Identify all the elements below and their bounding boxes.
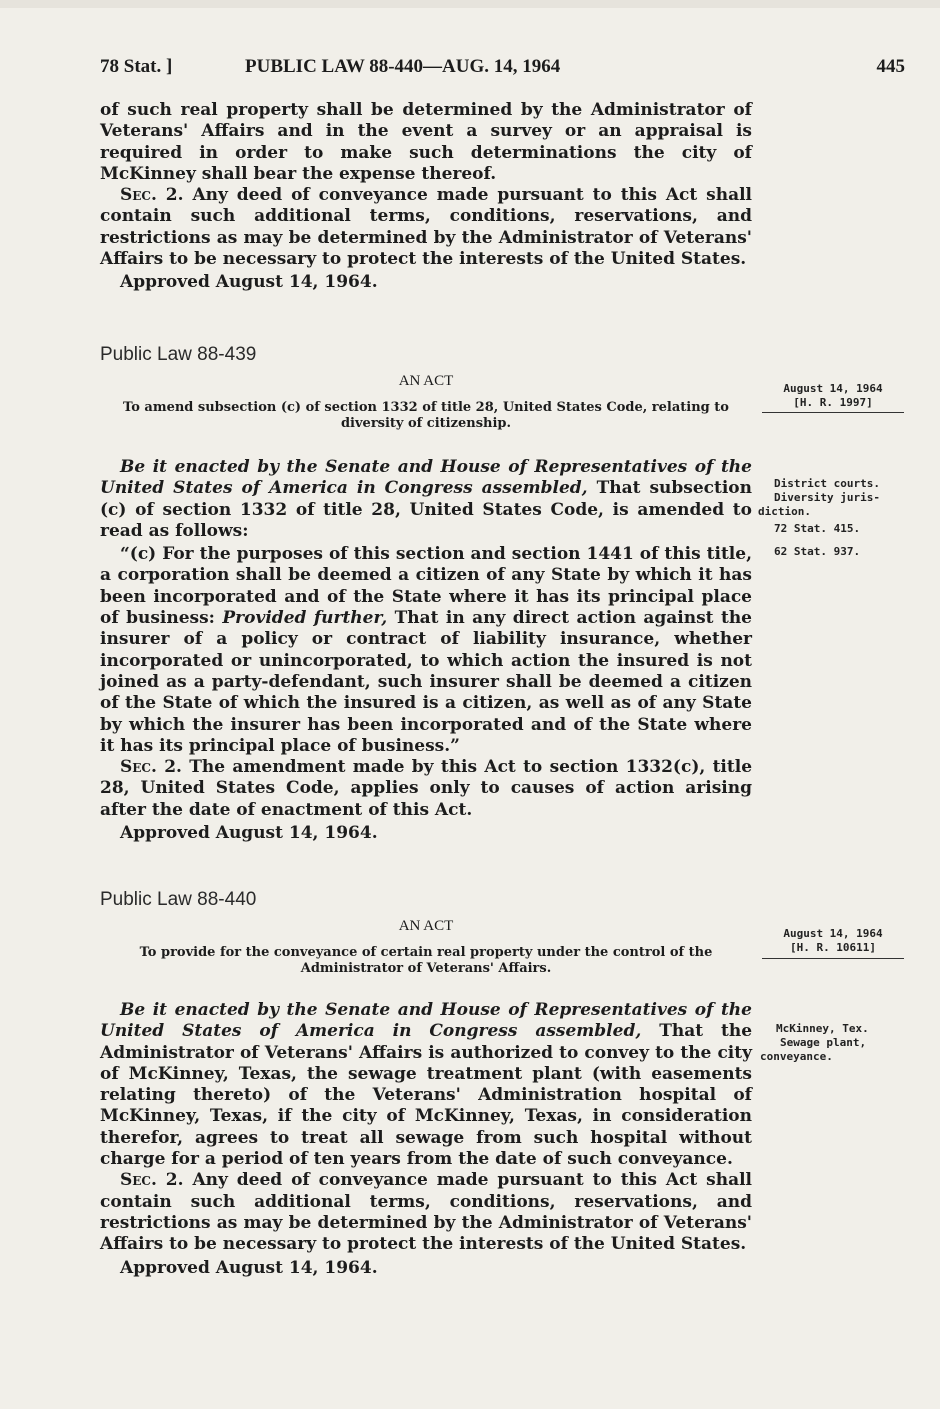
topic-line-1: District courts. xyxy=(774,477,880,490)
law-440-date: August 14, 1964 xyxy=(783,927,883,940)
topic-line-2: Sewage plant, xyxy=(780,1036,867,1049)
topic-line-3: diction. xyxy=(758,505,811,518)
law-440-an-act: AN ACT xyxy=(398,918,454,934)
enacting-italic: Be it enacted by the Senate and House of Representatives of the United States of America in Congress assembled, xyxy=(100,1000,752,1042)
sec2-label: Sec. 2. xyxy=(120,185,184,206)
enacting-rest: That subsection (c) of section 1332 of title 28, United States Code, is amended to read as follows: xyxy=(100,478,753,541)
law-439-enacting-clause xyxy=(100,457,752,542)
sec2-label: Sec. 2. xyxy=(120,757,182,778)
sec2-text: Any deed of conveyance made pursuant to this Act shall contain such additional terms, conditions, reservations, and restrictions as may be determined by the Administrator of Veterans' Affairs to be necessary to protect the interests of the United States. xyxy=(100,1170,752,1255)
scan-edge xyxy=(0,0,940,8)
quote-part-1: “(c) For the purposes of this section and section 1441 of this title, a corporation shall be deemed a citizen of any State by which it has been incorporated and of the State where it has its principal place of business: xyxy=(100,544,752,629)
topic-line-3: conveyance. xyxy=(760,1050,833,1063)
sec2-text: Any deed of conveyance made pursuant to this Act shall contain such additional terms, conditions, reservations, and restrictions as may be determined by the Administrator of Veterans' Affairs to be necessary to protect the interests of the United States. xyxy=(100,185,752,270)
cite-62-stat: 62 Stat. 937. xyxy=(774,545,861,558)
law-439-margin-date xyxy=(762,382,904,410)
sec2-text: The amendment made by this Act to section 1332(c), title 28, United States Code, applies only to causes of action arising after the date of enactment of this Act. xyxy=(100,757,753,820)
law-439-date: August 14, 1964 xyxy=(783,382,883,395)
law-440-sec2 xyxy=(100,1170,752,1255)
law-439-quoted-text xyxy=(100,544,752,757)
margin-rule xyxy=(762,958,904,959)
law-440-bill: [H. R. 10611] xyxy=(789,941,877,954)
law-439-title: Public Law 88-439 xyxy=(100,344,257,365)
header-title: PUBLIC LAW 88-440—AUG. 14, 1964 xyxy=(245,56,561,77)
topic-line-1: McKinney, Tex. xyxy=(776,1022,869,1035)
sec2-label: Sec. 2. xyxy=(120,1170,184,1191)
law-439-approved: Approved August 14, 1964. xyxy=(120,823,378,844)
law-440-title: Public Law 88-440 xyxy=(100,889,257,910)
law-440-enacting-clause xyxy=(100,1000,752,1170)
running-header xyxy=(100,56,905,82)
law-439-purpose: To amend subsection (c) of section 1332 of title 28, United States Code, relating to diversity of citizenship. xyxy=(123,400,729,431)
law-440-margin-topics xyxy=(760,1022,908,1064)
law-440-margin-date xyxy=(762,927,904,955)
topic-line-2: Diversity juris- xyxy=(774,491,880,504)
law-439-body xyxy=(100,457,752,844)
carryover-approved: Approved August 14, 1964. xyxy=(120,272,378,293)
page-number: 445 xyxy=(876,56,905,77)
law-440-purpose: To provide for the conveyance of certain real property under the control of the Administrator of Veterans' Affairs. xyxy=(139,945,713,976)
enacting-italic: Be it enacted by the Senate and House of Representatives of the United States of America in Congress assembled, xyxy=(100,457,752,499)
law-440-approved: Approved August 14, 1964. xyxy=(120,1257,378,1278)
provided-further: Provided further, xyxy=(222,608,388,629)
margin-rule xyxy=(762,412,904,413)
cite-72-stat: 72 Stat. 415. xyxy=(774,522,861,535)
quote-part-2: That in any direct action against the insurer of a policy or contract of liability insurance, whether incorporated or unincorporated, to which action the insured is not joined as a party-defendant, such insurer shall be deemed a citizen of the State of which the insured is a citizen, as well as of any State by which the insurer has been incorporated and of the State where it has its principal place of business.” xyxy=(100,608,752,756)
law-439-an-act: AN ACT xyxy=(398,373,454,389)
carryover-sec2 xyxy=(100,185,752,270)
law-440-body xyxy=(100,1000,752,1279)
carryover-paragraph: of such real property shall be determined by the Administrator of Veterans' Affairs and in the event a survey or an appraisal is required in order to make such determinations the city of McKinney shall bear the expense thereof. xyxy=(100,100,752,184)
enacting-rest: That the Administrator of Veterans' Affairs is authorized to convey to the city of McKinney, Texas, the sewage treatment plant (with easements relating thereto) of the Veterans' Administration hospital of McKinney, Texas, if the city of McKinney, Texas, in consideration therefor, agrees to treat all sewage from such hospital without charge for a period of ten years from the date of such conveyance. xyxy=(100,1021,753,1170)
law-439-margin-topics xyxy=(758,477,908,559)
carryover-section xyxy=(100,100,752,293)
law-439-sec2 xyxy=(100,757,752,821)
stat-volume: 78 Stat. ] xyxy=(100,56,173,77)
law-439-bill: [H. R. 1997] xyxy=(793,396,873,409)
